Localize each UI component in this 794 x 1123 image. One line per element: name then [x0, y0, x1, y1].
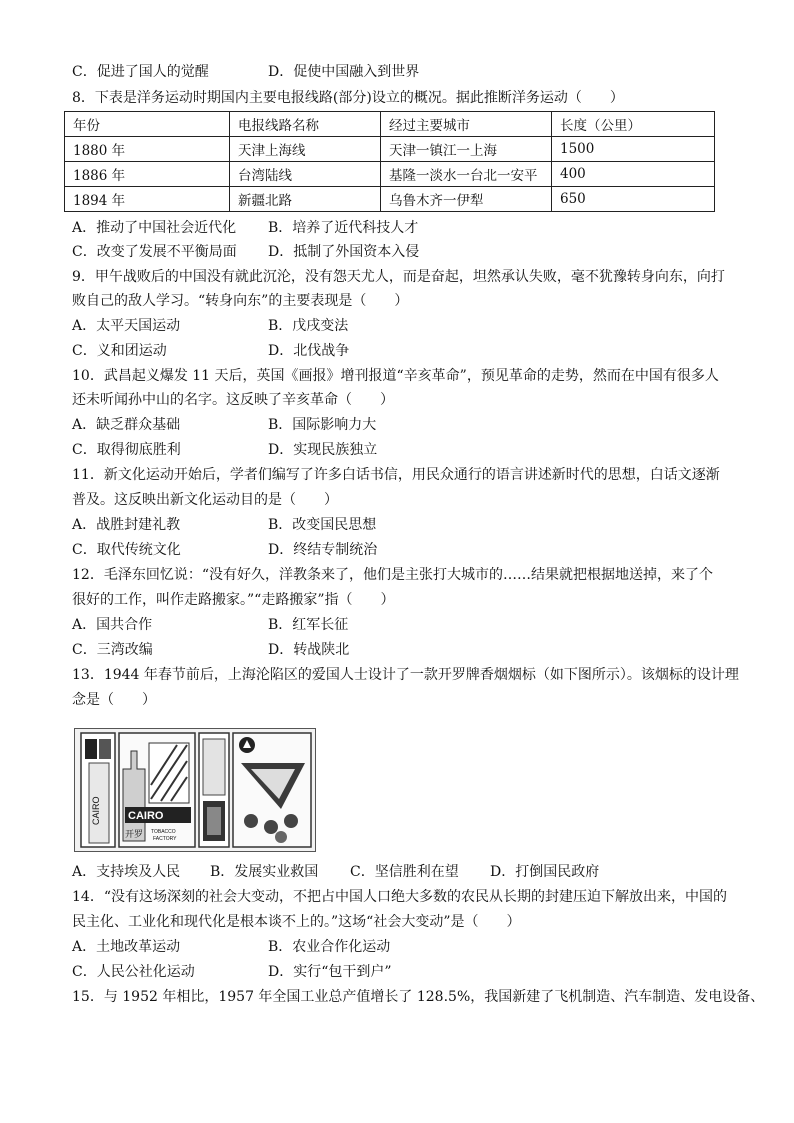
q9-stem-line1: 9．甲午战败后的中国没有就此沉沦，没有怨天尤人，而是奋起，坦然承认失败，毫不犹豫转身向东，向打 — [72, 269, 725, 285]
q9-option-d: D．北伐战争 — [268, 343, 350, 359]
table-cell: 1894 年 — [65, 187, 230, 212]
q11-option-a: A．战胜封建礼教 — [72, 517, 181, 533]
q15-stem-line1: 15．与 1952 年相比，1957 年全国工业总产值增长了 128.5%，我国新建了飞机制造、汽车制造、发电设备、 — [72, 989, 765, 1005]
label-back-panel — [233, 733, 311, 847]
table-header-cell: 年份 — [65, 112, 230, 137]
q12-option-a: A．国共合作 — [72, 617, 153, 633]
table-cell: 新疆北路 — [230, 187, 381, 212]
table-cell: 650 — [552, 187, 715, 212]
q12-stem-line2: 很好的工作，叫作走路搬家。”“走路搬家”指（ ） — [72, 592, 395, 608]
table-header-cell: 电报线路名称 — [230, 112, 381, 137]
q7-option-c: C．促进了国人的觉醒 — [72, 64, 209, 80]
q10-option-a: A．缺乏群众基础 — [72, 417, 181, 433]
q13-option-d: D．打倒国民政府 — [490, 864, 600, 880]
q13-stem-line2: 念是（ ） — [72, 692, 156, 708]
label-front-panel — [119, 733, 195, 847]
q8-option-d: D．抵制了外国资本入侵 — [268, 244, 420, 260]
q13-option-b: B．发展实业救国 — [210, 864, 319, 880]
table-cell: 1886 年 — [65, 162, 230, 187]
q11-stem-line1: 11．新文化运动开始后，学者们编写了许多白话书信，用民众通行的语言讲述新时代的思想，白话文逐渐 — [72, 467, 720, 483]
label-text-cairo: CAIRO — [128, 810, 164, 822]
label-left-panel — [81, 733, 115, 847]
q12-stem-line1: 12．毛泽东回忆说：“没有好久，洋教条来了，他们是主张打大城市的……结果就把根据地送掉，来了个 — [72, 567, 713, 583]
q7-option-d: D．促使中国融入到世界 — [268, 64, 420, 80]
q9-option-a: A．太平天国运动 — [72, 318, 181, 334]
q10-option-b: B．国际影响力大 — [268, 417, 377, 433]
table-header-cell: 经过主要城市 — [381, 112, 552, 137]
table-row — [65, 187, 715, 212]
q14-option-a: A．土地改革运动 — [72, 939, 181, 955]
q12-option-d: D．转战陕北 — [268, 642, 350, 658]
q14-option-c: C．人民公社化运动 — [72, 964, 195, 980]
q10-option-c: C．取得彻底胜利 — [72, 442, 181, 458]
table-cell: 基隆一淡水一台北一安平 — [381, 162, 552, 187]
table-row — [65, 162, 715, 187]
q13-stem-line1: 13．1944 年春节前后，上海沦陷区的爱国人士设计了一款开罗牌香烟烟标（如下图所示）。该烟标的设计理 — [72, 667, 739, 683]
table-cell: 乌鲁木齐一伊犁 — [381, 187, 552, 212]
q8-stem: 8．下表是洋务运动时期国内主要电报线路(部分)设立的概况。据此推断洋务运动（ ） — [72, 90, 624, 106]
q11-option-d: D．终结专制统治 — [268, 542, 378, 558]
q12-option-b: B．红军长征 — [268, 617, 349, 633]
label-text-factory: FACTORY — [153, 836, 177, 842]
label-text-tobacco: TOBACCO — [151, 829, 176, 835]
table-cell: 台湾陆线 — [230, 162, 381, 187]
q14-stem-line1: 14．“没有这场深刻的社会大变动，不把占中国人口绝大多数的农民从长期的封建压迫下解放出来，中国的 — [72, 889, 727, 905]
q14-option-b: B．农业合作化运动 — [268, 939, 391, 955]
label-text-kailuo: 开罗 — [125, 830, 144, 840]
q14-stem-line2: 民主化、工业化和现代化是根本谈不上的。”这场“社会大变动”是（ ） — [72, 914, 521, 930]
q11-stem-line2: 普及。这反映出新文化运动目的是（ ） — [72, 492, 338, 508]
q13-option-c: C．坚信胜利在望 — [350, 864, 459, 880]
q9-option-c: C．义和团运动 — [72, 343, 167, 359]
q10-stem-line2: 还未听闻孙中山的名字。这反映了辛亥革命（ ） — [72, 392, 394, 408]
table-header-cell: 长度（公里） — [552, 112, 715, 137]
q12-option-c: C．三湾改编 — [72, 642, 153, 658]
label-text-cairo-vertical: CAIRO — [91, 796, 101, 825]
q11-option-b: B．改变国民思想 — [268, 517, 377, 533]
q8-option-b: B．培养了近代科技人才 — [268, 220, 419, 236]
q13-option-a: A．支持埃及人民 — [72, 864, 181, 880]
q10-option-d: D．实现民族独立 — [268, 442, 378, 458]
table-cell: 1500 — [552, 137, 715, 162]
q8-telegraph-table — [64, 111, 715, 212]
table-cell: 天津一镇江一上海 — [381, 137, 552, 162]
q8-option-a: A．推动了中国社会近代化 — [72, 220, 237, 236]
q14-option-d: D．实行“包干到户” — [268, 964, 392, 980]
label-middle-panel — [199, 733, 229, 847]
q11-option-c: C．取代传统文化 — [72, 542, 181, 558]
q9-stem-line2: 败自己的敌人学习。“转身向东”的主要表现是（ ） — [72, 293, 409, 309]
table-header-row — [65, 112, 715, 137]
table-cell: 400 — [552, 162, 715, 187]
table-cell: 1880 年 — [65, 137, 230, 162]
q9-option-b: B．戊戌变法 — [268, 318, 349, 334]
table-row — [65, 137, 715, 162]
cigarette-label-image — [74, 728, 316, 852]
q10-stem-line1: 10．武昌起义爆发 11 天后，英国《画报》增刊报道“辛亥革命”，预见革命的走势，然而在中国有很多人 — [72, 368, 719, 384]
q8-option-c: C．改变了发展不平衡局面 — [72, 244, 237, 260]
table-cell: 天津上海线 — [230, 137, 381, 162]
